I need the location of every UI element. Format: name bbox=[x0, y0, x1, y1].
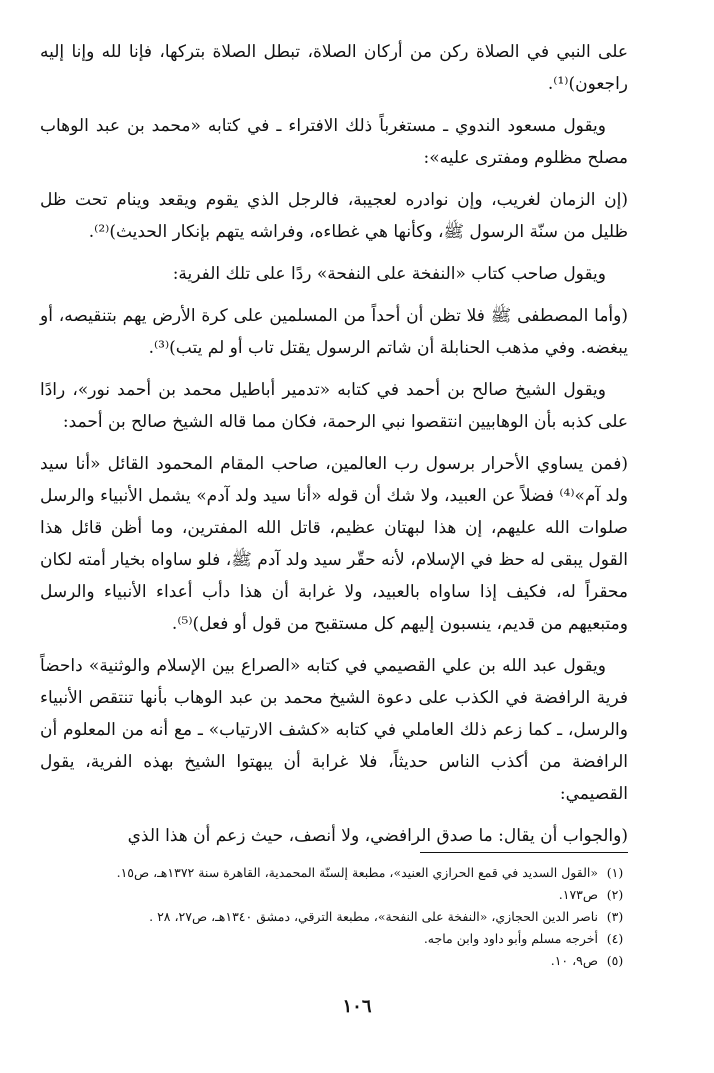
footnote-text: أخرجه مسلم وأبو داود وابن ماجه. bbox=[423, 931, 599, 946]
footnote-1 bbox=[40, 862, 628, 884]
paragraph-4: ويقول صاحب كتاب «النفخة على النفحة» ردًا على تلك الفرية: bbox=[172, 264, 606, 284]
page-number: ١٠٦ bbox=[342, 996, 372, 1017]
page-body bbox=[40, 36, 628, 862]
footnotes bbox=[40, 862, 628, 972]
footnote-number: (١) bbox=[606, 865, 624, 880]
footnote-divider bbox=[420, 852, 628, 853]
paragraph-8: ويقول عبد الله بن علي القصيمي في كتابه «الصراع بين الإسلام والوثنية» داحضاً فرية الرافضة في الكذب على دعوة الشيخ محمد بن عبد الوهاب بأنها تنتقص الأنبياء والرسل، ـ كما زعم ذلك العاملي في كتابه «كشف الارتياب» ـ مع أنه من المعلوم أن الرافضة من أكذب الناس حديثاً، فلا غرابة أن يبهتوا الشيخ بهذه الفرية، يقول القصيمي: bbox=[40, 656, 628, 804]
footnote-text: ص١٧٣. bbox=[558, 887, 599, 902]
footnote-text: ص٩، ١٠. bbox=[550, 953, 599, 968]
footnote-number: (٢) bbox=[606, 887, 624, 902]
paragraph-9-quote: (والجواب أن يقال: ما صدق الرافضي، ولا أنصف، حيث زعم أن هذا الذي bbox=[127, 826, 628, 846]
paragraph-7-quote: (فمن يساوي الأحرار برسول رب العالمين، صاحب المقام المحمود القائل «أنا سيد ولد آم»⁽⁴⁾ فضلاً عن العبيد، ولا شك أن قوله «أنا سيد ولد آدم» يشمل الأنبياء والرسل صلوات الله عليهم، إن هذا لبهتان عظيم، قاتل الله المفترين، وما أظن قائل هذا القول يبقى له حظ في الإسلام، لأنه حقّر سيد ولد آدم ﷺ، فلو ساواه بخيار أمته لكان محقراً له، فكيف إذا ساواه بالعبيد، ولا غرابة أن هذا دأب أعداء الأنبياء والرسل ومتبعيهم من قديم، ينسبون إليهم كل مستقبح من قول أو فعل)⁽⁵⁾. bbox=[40, 454, 628, 634]
paragraph-3-quote: (إن الزمان لغريب، وإن نوادره لعجيبة، فالرجل الذي يقوم ويقعد وينام تحت ظل ظليل من سنّة الرسول ﷺ، وكأنها هي غطاءه، وفراشه يتهم بإنكار الحديث)⁽²⁾. bbox=[40, 190, 628, 242]
footnote-number: (٣) bbox=[606, 909, 624, 924]
footnote-5 bbox=[40, 950, 628, 972]
footnote-number: (٥) bbox=[606, 953, 624, 968]
footnote-text: «القول السديد في قمع الحرازي العنيد»، مطبعة إلسنّة المحمدية، القاهرة سنة ١٣٧٢هـ، ص١٥. bbox=[116, 865, 599, 880]
paragraph-6: ويقول الشيخ صالح بن أحمد في كتابه «تدمير أباطيل محمد بن أحمد نور»، رادًا على كذبه بأن الوهابيين انتقصوا نبي الرحمة، فكان مما قاله الشيخ صالح بن أحمد: bbox=[40, 380, 628, 432]
footnote-4 bbox=[40, 928, 628, 950]
paragraph-2: ويقول مسعود الندوي ـ مستغرباً ذلك الافتراء ـ في كتابه «محمد بن عبد الوهاب مصلح مظلوم ومفترى عليه»: bbox=[40, 116, 628, 168]
footnote-3 bbox=[40, 906, 628, 928]
footnote-2 bbox=[40, 884, 628, 906]
paragraph-5-quote: (وأما المصطفى ﷺ فلا تظن أن أحداً من المسلمين على كرة الأرض يهم بتنقيصه، أو يبغضه. وفي مذهب الحنابلة أن شاتم الرسول يقتل تاب أو لم يتب)⁽³⁾. bbox=[40, 306, 628, 358]
footnote-number: (٤) bbox=[606, 931, 624, 946]
footnote-text: ناصر الدين الحجازي، «النفخة على النفحة»، مطبعة الترقي، دمشق ١٣٤٠هـ، ص٢٧، ٢٨ . bbox=[149, 909, 599, 924]
paragraph-1: على النبي في الصلاة ركن من أركان الصلاة، تبطل الصلاة بتركها، فإنا لله وإنا إليه راجعون)⁽¹⁾. bbox=[40, 42, 628, 94]
